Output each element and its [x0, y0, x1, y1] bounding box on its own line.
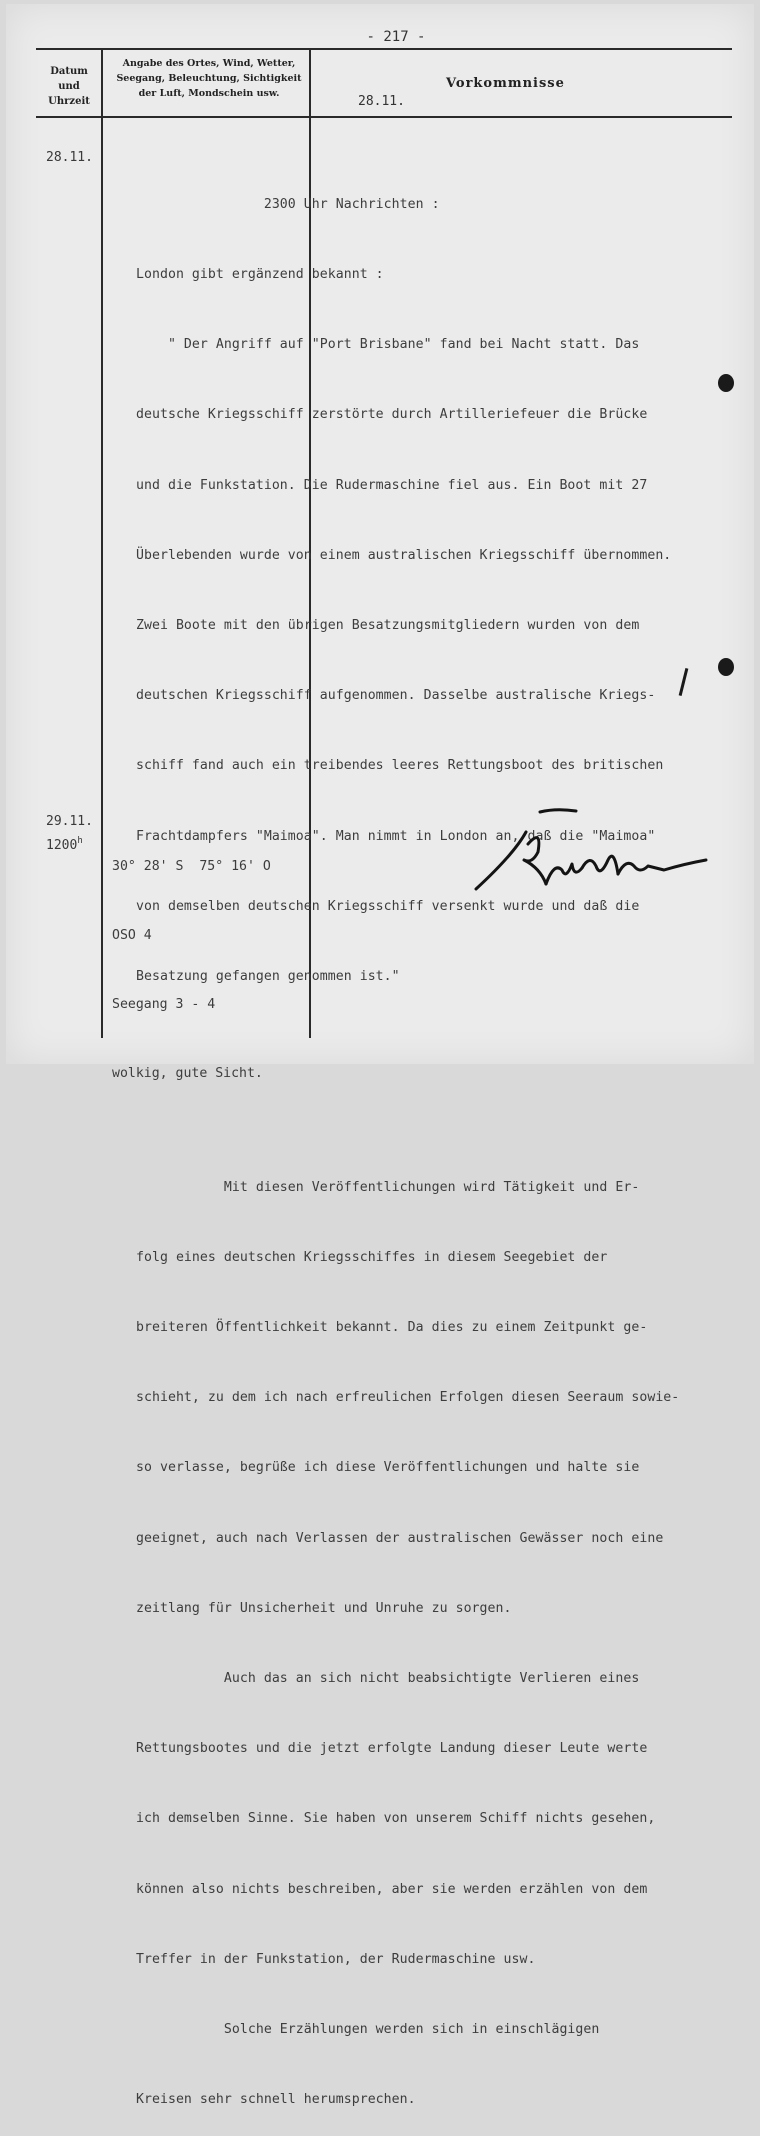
report-line: breiteren Öffentlichkeit bekannt. Da dies zu einem Zeitpunkt ge- — [136, 1320, 648, 1336]
report-line: London gibt ergänzend bekannt : — [136, 267, 384, 283]
report-line: 2300 Uhr Nachrichten : — [136, 196, 440, 212]
page-number: - 217 - — [366, 29, 426, 45]
wind: OSO 4 — [112, 928, 152, 943]
report-line: können also nichts beschreiben, aber sie werden erzählen von dem — [136, 1881, 648, 1897]
report-line: Besatzung gefangen genommen ist." — [136, 969, 400, 985]
report-line: schiff fand auch ein treibendes leeres Rettungsboot des britischen — [136, 758, 664, 774]
report-line: zeitlang für Unsicherheit und Unruhe zu sorgen. — [136, 1600, 512, 1616]
column-rule-1 — [101, 48, 103, 1038]
report-line: von demselben deutschen Kriegsschiff versenkt wurde und daß die — [136, 898, 640, 914]
report-line: geeignet, auch nach Verlassen der australischen Gewässer noch eine — [136, 1530, 664, 1546]
header-vorkommnisse: Vorkommnisse — [446, 76, 565, 91]
handwritten-signature — [468, 804, 718, 899]
report-line: Auch das an sich nicht beabsichtigte Verlieren eines — [136, 1671, 640, 1687]
report-line: Frachtdampfers "Maimoa". Man nimmt in London an, daß die "Maimoa" — [136, 828, 656, 844]
report-line: Rettungsbootes und die jetzt erfolgte Landung dieser Leute werte — [136, 1741, 648, 1757]
header-top-rule — [36, 48, 732, 50]
report-line: schieht, zu dem ich nach erfreulichen Erfolgen diesen Seeraum sowie- — [136, 1390, 680, 1406]
entry-date-2: 29.11. — [46, 814, 93, 829]
header-date: 28.11. — [358, 94, 405, 109]
ink-blot — [718, 374, 734, 392]
report-line: Kreisen sehr schnell herumsprechen. — [136, 2092, 416, 2108]
sea-state: Seegang 3 - 4 — [112, 997, 216, 1012]
report-line: deutschen Kriegsschiff aufgenommen. Dasselbe australische Kriegs- — [136, 688, 656, 704]
report-line: " Der Angriff auf "Port Brisbane" fand bei Nacht statt. Das — [136, 337, 640, 353]
report-line: Mit diesen Veröffentlichungen wird Tätigkeit und Er- — [136, 1179, 640, 1195]
report-line: und die Funkstation. Die Rudermaschine fiel aus. Ein Boot mit 27 — [136, 477, 648, 493]
report-line: deutsche Kriegsschiff zerstörte durch Artilleriefeuer die Brücke — [136, 407, 648, 423]
report-line: ich demselben Sinne. Sie haben von unserem Schiff nichts gesehen, — [136, 1811, 656, 1827]
header-ort: Angabe des Ortes, Wind, Wetter, Seegang, Beleuchtung, Sichtigkeit der Luft, Mondschein usw. — [116, 58, 302, 99]
header-bottom-rule — [36, 116, 732, 118]
report-line: Überlebenden wurde von einem australischen Kriegsschiff übernommen. — [136, 547, 672, 563]
header-datum: Datum und Uhrzeit — [48, 66, 90, 107]
report-text — [136, 146, 746, 2136]
position-weather — [112, 809, 271, 1131]
report-line: so verlasse, begrüße ich diese Veröffentlichungen und halte sie — [136, 1460, 640, 1476]
position-coordinates: 30° 28' S 75° 16' O — [112, 859, 271, 874]
entry-time-2: 1200$^h$ — [46, 836, 83, 853]
ink-blot — [718, 658, 734, 676]
weather-visibility: wolkig, gute Sicht. — [112, 1066, 263, 1081]
entry-date-1: 28.11. — [46, 150, 93, 165]
document-page — [6, 4, 754, 2108]
report-line: Zwei Boote mit den übrigen Besatzungsmitgliedern wurden von dem — [136, 618, 640, 634]
report-line: Treffer in der Funkstation, der Rudermaschine usw. — [136, 1951, 536, 1967]
report-line: folg eines deutschen Kriegsschiffes in diesem Seegebiet der — [136, 1249, 608, 1265]
report-line: Solche Erzählungen werden sich in einschlägigen — [136, 2022, 600, 2038]
